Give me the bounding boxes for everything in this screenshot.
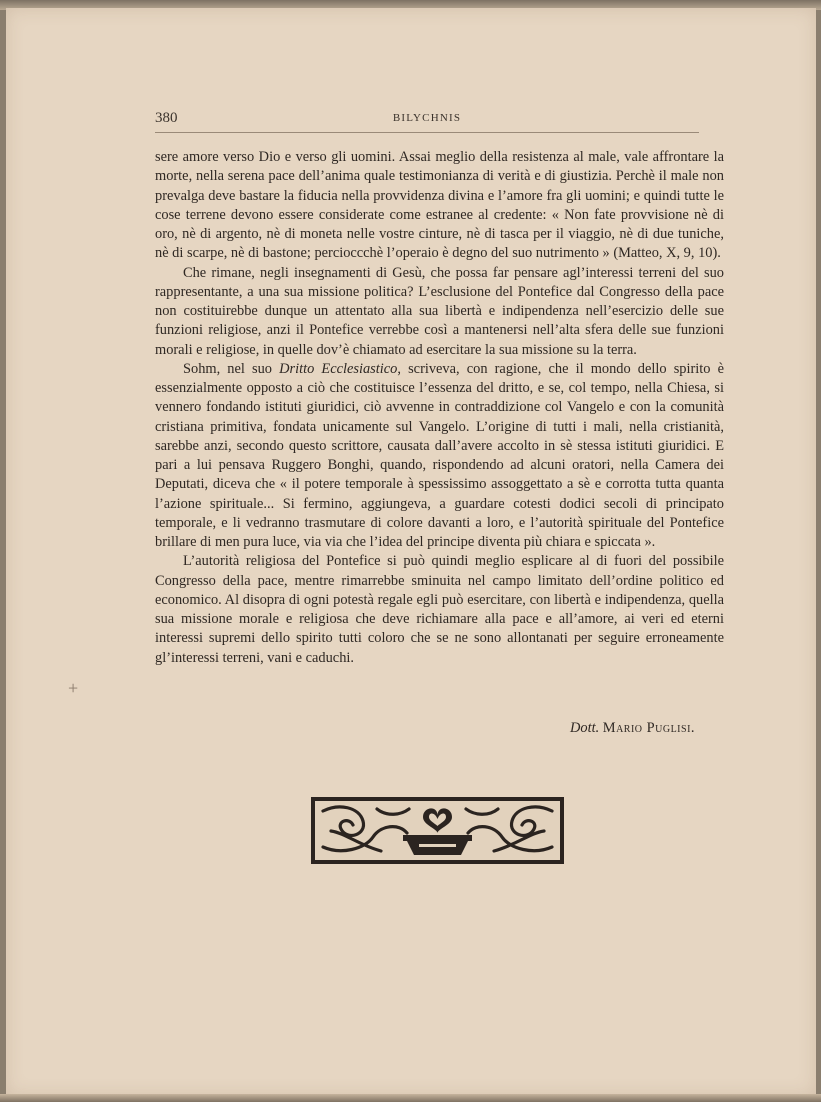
author-signature xyxy=(440,720,695,737)
page-header xyxy=(155,110,699,133)
author-name: Mario Puglisi. xyxy=(602,720,695,736)
page-bottom-edge xyxy=(0,1094,821,1102)
paragraph-3 xyxy=(155,360,724,553)
paragraph-1: sere amore verso Dio e verso gli uomini. Assai meglio della resistenza al male, vale affrontare la morte, nella serena pace dell’anima quale testimonianza di verità e di giustizia. Perchè il male non prevalga deve bastare la fiducia nella provvidenza divina e l’amore fra gli uomini; e quindi tutte le cose terrene devono essere considerate come estranee al credente: « Non fate provvisione nè di oro, nè di argento, nè di moneta nelle vostre cinture, nè di tasca per il viaggio, nè di due tuniche, nè di scarpe, nè di bastone; percioccchè l’operaio è degno del suo nutrimento » (Matteo, X, 9, 10). xyxy=(155,149,724,262)
article-body xyxy=(155,148,724,668)
book-title: Dritto Ecclesiastico xyxy=(279,360,398,377)
vase-ornament-icon xyxy=(311,797,564,864)
pencil-mark-icon: + xyxy=(68,678,79,698)
author-title: Dott. xyxy=(569,720,600,736)
paragraph-4: L’autorità religiosa del Pontefice si può quindi meglio esplicare al di fuori del possibile Congresso della pace, mentre rimarrebbe sminuita nel campo limitato dell’ordine politico ed economico. Al disopra di ogni potestà regale egli può esercitare, con libertà e indipendenza, quella sua missione morale e religiosa che deve richiamare alla pace e all’amore, ai veri ed eterni interessi supremi dello spirito tutti coloro che se ne sono allontanati per seguire erroneamente gl’interessi terreni, vani e caduchi. xyxy=(155,553,724,666)
paragraph-3-rest: , scriveva, con ragione, che il mondo dello spirito è essenzialmente opposto a ciò che costituisce l’essenza del dritto, e se, col tempo, nella Chiesa, si vennero fondando istituti giuridici, ciò avvenne in contraddizione col Vangelo e con la comunità cristiana primitiva, fondata unicamente sul Vangelo. L’origine di tutti i mali, nella cristianità, sarebbe anzi, secondo questo scrittore, causata dall’avere accolto in sè stessa istituti giuridici. E pari a lui pensava Ruggero Bonghi, quando, rispondendo ad alcuni oratori, nella Camera dei Deputati, diceva che « il potere temporale à spessissimo assoggettato a sè e corrotta tutta quanta l’azione spirituale... Si fermino, aggiungeva, a guardare cotesti dodici secoli di principato temporale, e li vedranno trasmutare di colore davanti a loro, e l’autorità spirituale del Pontefice brillare di men pura luce, via via che l’idea del principe diventa più chiara e spiccata ». xyxy=(155,360,724,550)
paragraph-2: Che rimane, negli insegnamenti di Gesù, che possa far pensare agl’interessi terreni del suo rappresentante, a una sua missione politica? L’esclusione del Pontefice dal Congresso della pace non costituirebbe dunque un attentato alla sua libertà e indipendenza nell’esercizio delle sue funzioni religiose, anzi il Pontefice verrebbe così a mantenersi nell’alta sfera delle sue funzioni morali e religiose, in quelle dov’è chiamato ad esercitare la sua missione su la terra. xyxy=(155,264,724,358)
paragraph-3-start: Sohm, nel suo xyxy=(183,360,280,377)
running-head: BILYCHNIS xyxy=(392,112,462,124)
page-number: 380 xyxy=(155,110,178,126)
